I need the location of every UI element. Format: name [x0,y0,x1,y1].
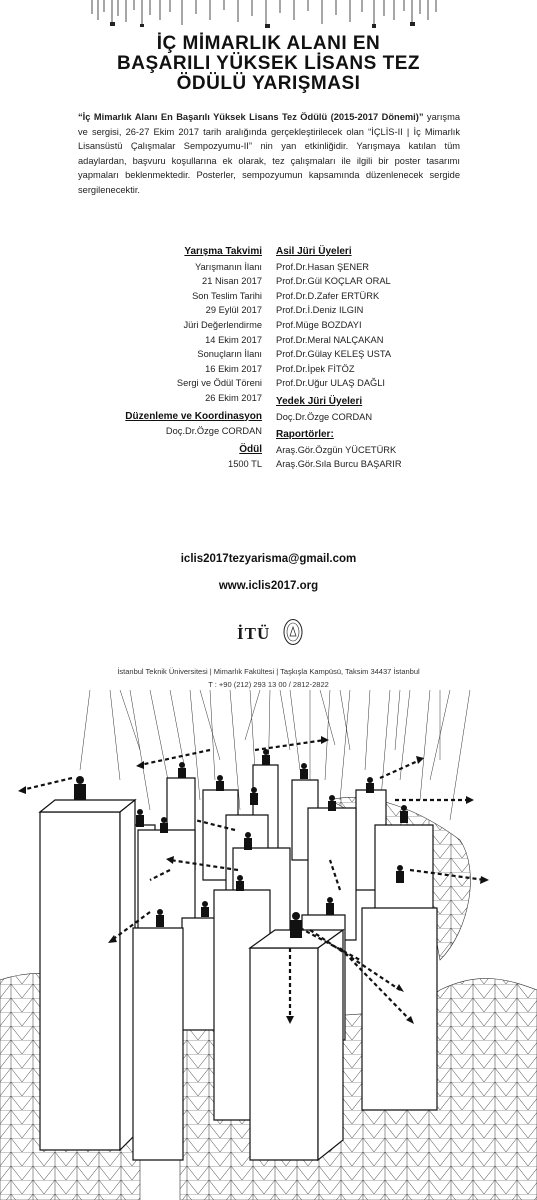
award-amount: 1500 TL [228,459,262,470]
schedule-item: Sergi ve Ödül Töreni [176,378,262,389]
schedule-item: 16 Ekim 2017 [205,363,262,374]
footer-phone: T : +90 (212) 293 13 00 / 2812-2822 [208,680,329,689]
title-line-2: BAŞARILI YÜKSEK LİSANS TEZ [117,53,420,74]
jury-member: Prof.Dr.İpek FİTÖZ [276,363,355,374]
towers-illustration [0,690,537,1200]
schedule-item: Jüri Değerlendirme [183,319,262,330]
award-heading: Ödül [239,443,262,455]
jury-member: Prof.Dr.Hasan ŞENER [276,261,370,272]
intro-paragraph [78,110,460,198]
jury-member: Prof.Dr.Uğur ULAŞ DAĞLI [276,378,386,389]
organization-heading: Düzenleme ve Koordinasyon [125,410,262,422]
reporter-name: Araş.Gör.Sıla Burcu BAŞARIR [276,459,402,470]
schedule-item: Sonuçların İlanı [197,349,262,360]
jury-member: Prof.Müge BOZDAYI [276,319,362,330]
schedule-item: Son Teslim Tarihi [192,290,262,301]
title-line-1: İÇ MİMARLIK ALANI EN [156,33,381,54]
right-column [276,245,476,472]
contact-website[interactable]: www.iclis2017.org [218,580,319,592]
left-column [90,245,262,472]
jury-member: Prof.Dr.D.Zafer ERTÜRK [276,290,380,301]
itu-logo [237,616,307,652]
reporters-heading: Raportörler: [276,429,334,441]
itu-seal-icon [283,618,303,646]
jury-member: Prof.Dr.Gülay KELEŞ USTA [276,349,392,360]
organization-name: Doç.Dr.Özge CORDAN [165,426,262,437]
contact-email[interactable]: iclis2017tezyarisma@gmail.com [180,553,357,565]
towers [40,765,437,1160]
schedule-item: 14 Ekim 2017 [205,334,262,345]
footer-address: İstanbul Teknik Üniversitesi | Mimarlık Fakültesi | Taşkışla Kampüsü, Taksim 34437 İstanbul [117,667,420,676]
schedule-heading: Yarışma Takvimi [184,246,262,257]
jury-member: Prof.Dr.Meral NALÇAKAN [276,334,384,345]
jury-member: Prof.Dr.İ.Deniz ILGIN [276,305,364,316]
jury-heading: Asil Jüri Üyeleri [276,246,352,257]
top-strings-decoration [0,0,537,30]
page-title [0,34,537,94]
intro-lead: “İç Mimarlık Alanı En Başarılı Yüksek Lisans Tez Ödülü (2015-2017 Dönemi)” [78,112,424,122]
schedule-item: 21 Nisan 2017 [202,276,262,287]
schedule-item: 29 Eylül 2017 [205,305,262,316]
jury-member: Prof.Dr.Gül KOÇLAR ORAL [276,276,391,287]
schedule-item: Yarışmanın İlanı [194,261,262,272]
title-line-3: ÖDÜLÜ YARIŞMASI [176,73,361,94]
schedule-item: 26 Ekim 2017 [205,392,262,403]
itu-logo-text: İTÜ [237,624,271,643]
substitute-name: Doç.Dr.Özge CORDAN [276,411,373,422]
reporter-name: Araş.Gör.Özgün YÜCETÜRK [276,444,397,455]
intro-body: yarışma ve sergisi, 26-27 Ekim 2017 tarih aralığında gerçekleştirilecek olan “İÇLİS-II | İç Mimarlık Lisansüstü Çalışmalar Sempozyumu-II” nin yan etkinliğidir. Yarışmaya katılan tüm adaylardan, başvuru koşullarına ek olarak, tez çalışmaları ile ilgili bir poster tasarımı yapmaları beklenmektedir. Posterler, sempozyumun kapsamında düzenlenecek sergide sergilenecektir. [78,112,460,195]
substitute-heading: Yedek Jüri Üyeleri [276,395,363,407]
